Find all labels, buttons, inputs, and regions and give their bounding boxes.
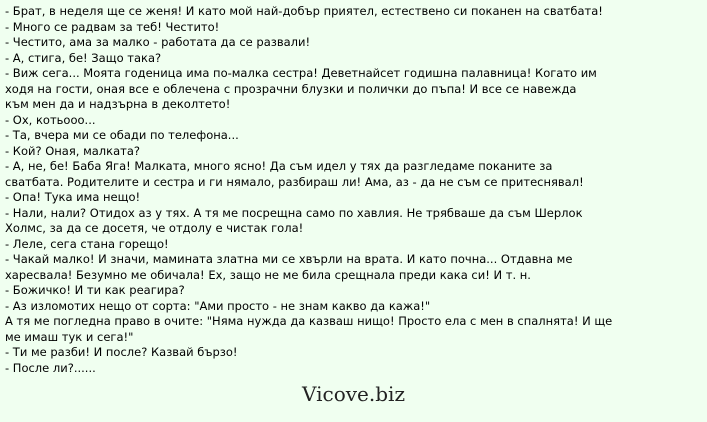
joke-line: - Нали, нали? Отидох аз у тях. А тя ме посрещна само по хавлия. Не трябваше да съм Шерлок bbox=[5, 205, 583, 220]
joke-line: харесвала! Безумно ме обичала! Ех, защо не ме била срещнала преди кака си! И т. н. bbox=[5, 267, 531, 282]
joke-line: - Божичко! И ти как реагира? bbox=[5, 283, 185, 297]
joke-line: - Много се радвам за теб! Честито! bbox=[5, 19, 220, 34]
joke-line: - Чакай малко! И значи, мамината златна ми се хвърли на врата. И като почна... Отдавна ме bbox=[5, 252, 573, 266]
joke-line: - Ти ме разби! И после? Казвай бързо! bbox=[5, 345, 238, 359]
joke-line: - Та, вчера ми се обади по телефона... bbox=[5, 128, 239, 142]
joke-text bbox=[5, 4, 695, 376]
joke-line: - Виж сега... Моята годеница има по-малка сестра! Деветнайсет годишна палавница! Когато им bbox=[5, 66, 597, 80]
joke-line: А тя ме погледна право в очите: "Няма нужда да казваш нищо! Просто ела с мен в спалнята! И ще bbox=[5, 314, 613, 328]
joke-line: - Ох, котьооо... bbox=[5, 112, 96, 127]
joke-line: ходя на гости, оная все е облечена с прозрачни блузки и полички до пъпа! И все се навежда bbox=[5, 81, 577, 96]
joke-line: към мен да и надзърна в деколтето! bbox=[5, 97, 231, 111]
site-name: Vicove.biz bbox=[302, 382, 405, 406]
joke-line: - После ли?...... bbox=[5, 360, 96, 375]
joke-line: - Честито, ама за малко - работата да се развали! bbox=[5, 35, 311, 49]
joke-line: - Брат, в неделя ще се женя! И като мой най-добър приятел, естествено си поканен на сватбата! bbox=[5, 4, 603, 18]
joke-line: - Леле, сега стана горещо! bbox=[5, 236, 169, 251]
joke-line: - Опа! Тука има нещо! bbox=[5, 190, 141, 204]
joke-line: сватбата. Родителите и сестра и ги нямало, разбираш ли! Ама, аз - да не съм се притеснявал! bbox=[5, 174, 584, 189]
joke-line: - Аз изломотих нещо от сорта: "Ами просто - не знам какво да кажа!" bbox=[5, 298, 431, 313]
joke-line: ме имаш тук и сега!" bbox=[5, 329, 134, 344]
joke-line: - А, не, бе! Баба Яга! Малката, много ясно! Да съм идел у тях да разгледаме поканите за bbox=[5, 159, 553, 173]
joke-line: - Кой? Оная, малката? bbox=[5, 143, 141, 158]
joke-line: - А, стига, бе! Защо така? bbox=[5, 50, 162, 65]
joke-line: Холмс, за да се досетя, че отдолу е чистак гола! bbox=[5, 221, 304, 235]
